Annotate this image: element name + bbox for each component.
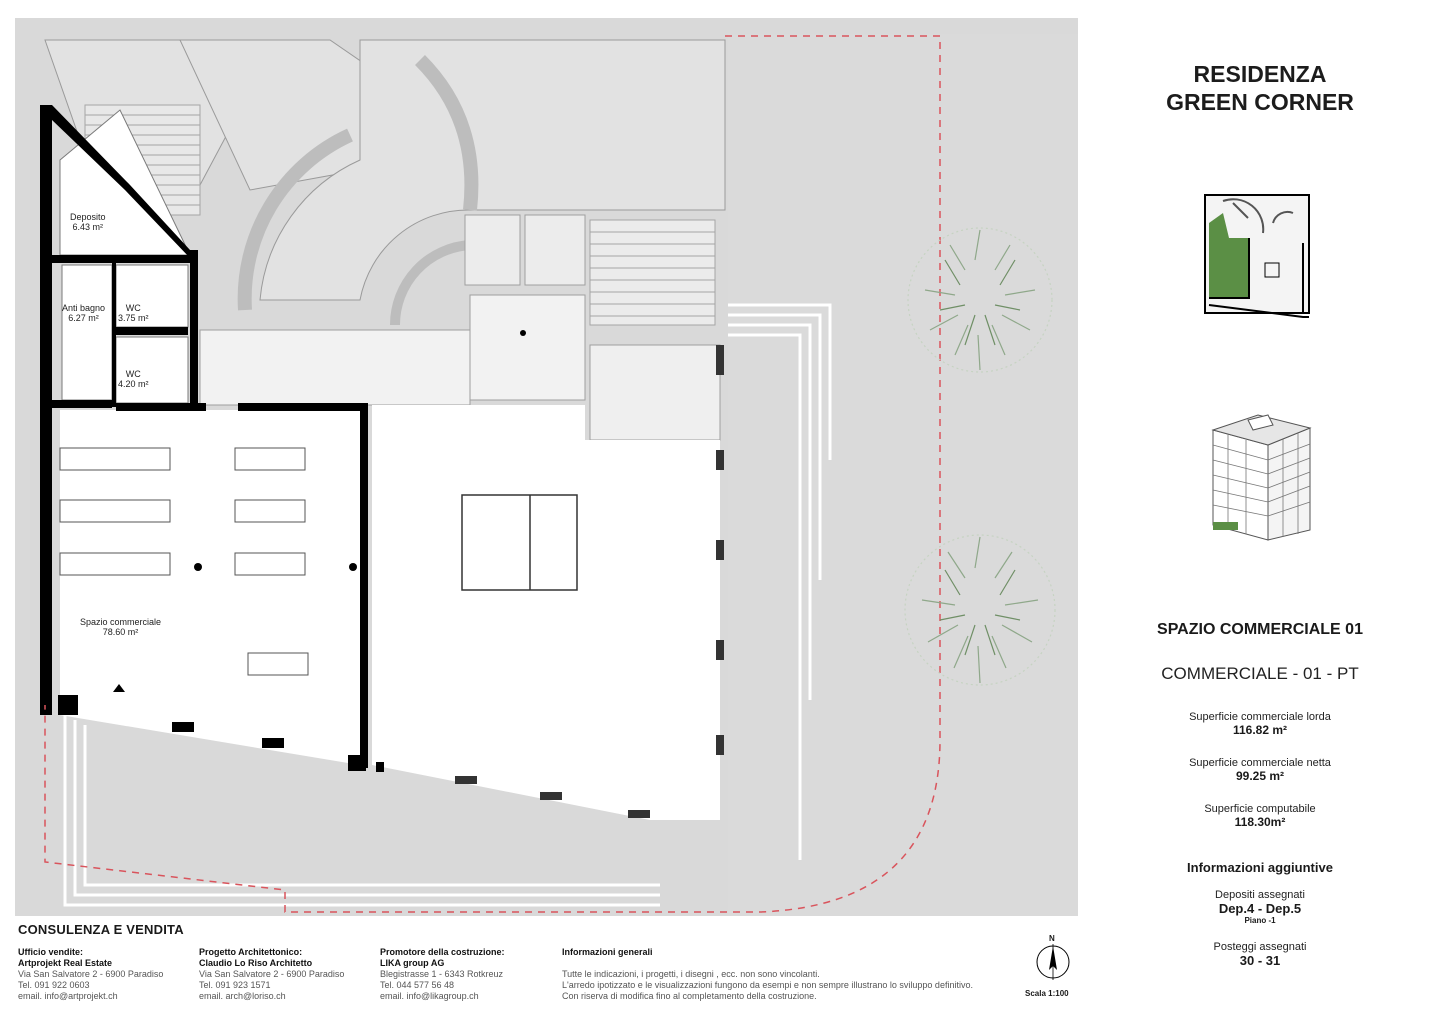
architect-label: Progetto Architettonico: <box>199 947 303 957</box>
key-plan-thumbnail <box>1203 193 1315 325</box>
compass-icon <box>1037 944 1069 980</box>
sales-email[interactable]: email. info@artprojekt.ch <box>18 991 118 1001</box>
room-name: Deposito <box>70 212 106 222</box>
parking-label: Posteggi assegnati <box>1213 941 1307 953</box>
adjacent-unit <box>372 405 720 820</box>
sales-company: Artprojekt Real Estate <box>18 958 113 968</box>
footer-sales <box>18 947 163 1002</box>
room-area: 78.60 m² <box>102 627 139 637</box>
metric-computable-area <box>1090 803 1430 829</box>
room-area: 4.20 m² <box>118 379 149 389</box>
compass-north-label: N <box>1049 934 1055 943</box>
building-thumbnail <box>1208 410 1318 545</box>
general-info-line: L'arredo ipotizzato e le visualizzazioni fungono da esempi e non sempre illustrano lo sviluppo definitivo. <box>562 980 973 990</box>
architect-address: Via San Salvatore 2 - 6900 Paradiso <box>199 969 345 979</box>
room-area: 3.75 m² <box>118 313 149 323</box>
room-name: WC <box>125 303 141 313</box>
metric-gross-area <box>1090 711 1430 737</box>
footer-heading: CONSULENZA E VENDITA <box>18 922 184 937</box>
room-label-anti-bagno <box>62 303 105 323</box>
deposits-label: Depositi assegnati <box>1215 889 1305 901</box>
general-info-line: Tutte le indicazioni, i progetti, i disegni , ecc. non sono vincolanti. <box>562 969 820 979</box>
deposits-value: Dep.4 - Dep.5 <box>1218 901 1302 916</box>
sales-label: Ufficio vendite: <box>18 947 84 957</box>
room-name: Spazio commerciale <box>80 617 162 627</box>
architect-email[interactable]: email. arch@loriso.ch <box>199 991 286 1001</box>
parking-value: 30 - 31 <box>1239 953 1281 968</box>
room-label-deposito <box>70 212 106 232</box>
scale-label: Scala 1:100 <box>1025 989 1069 998</box>
adjacent-toilets <box>462 495 577 590</box>
unit-name: SPAZIO COMMERCIALE 01 <box>1157 621 1363 638</box>
metric-value: 116.82 m² <box>1232 723 1288 737</box>
extra-info-title: Informazioni aggiuntive <box>1187 860 1333 875</box>
metric-value: 118.30m² <box>1234 815 1286 829</box>
developer-email[interactable]: email. info@likagroup.ch <box>380 991 479 1001</box>
deposits-floor: Piano -1 <box>1244 916 1276 925</box>
general-info-label: Informazioni generali <box>562 947 653 957</box>
architect-company: Claudio Lo Riso Architetto <box>199 958 313 968</box>
metric-label: Superficie commerciale netta <box>1189 757 1331 769</box>
sales-address: Via San Salvatore 2 - 6900 Paradiso <box>18 969 164 979</box>
footer-architect <box>199 947 344 1002</box>
architect-phone: Tel. 091 923 1571 <box>199 980 271 990</box>
project-title-line-2: GREEN CORNER <box>1166 89 1354 115</box>
room-name: Anti bagno <box>62 303 106 313</box>
general-info-line: Con riserva di modifica fino al completamento della costruzione. <box>562 991 817 1001</box>
developer-company: LIKA group AG <box>380 958 445 968</box>
developer-phone: Tel. 044 577 56 48 <box>380 980 455 990</box>
room-label-spazio-commerciale <box>80 617 161 637</box>
staircase-right <box>590 220 715 325</box>
deposits-info <box>1090 889 1430 925</box>
room-name: WC <box>125 369 141 379</box>
sales-phone: Tel. 091 922 0603 <box>18 980 90 990</box>
project-title-line-1: RESIDENZA <box>1193 61 1327 87</box>
unit-code: COMMERCIALE - 01 - PT <box>1161 664 1359 683</box>
metric-value: 99.25 m² <box>1235 769 1285 783</box>
street-area <box>728 34 1078 916</box>
footer-developer <box>380 947 505 1002</box>
parking-info <box>1090 941 1430 968</box>
project-title <box>1090 60 1430 116</box>
room-label-wc-1 <box>118 303 149 323</box>
developer-address: Blegistrasse 1 - 6343 Rotkreuz <box>380 969 504 979</box>
room-area: 6.43 m² <box>72 222 104 232</box>
metric-label: Superficie commerciale lorda <box>1189 711 1331 723</box>
room-label-wc-2 <box>118 369 149 389</box>
footer-general-info <box>562 947 973 1002</box>
metric-net-area <box>1090 757 1430 783</box>
metric-label: Superficie computabile <box>1204 803 1316 815</box>
room-area: 6.27 m² <box>68 313 99 323</box>
developer-label: Promotore della costruzione: <box>380 947 505 957</box>
